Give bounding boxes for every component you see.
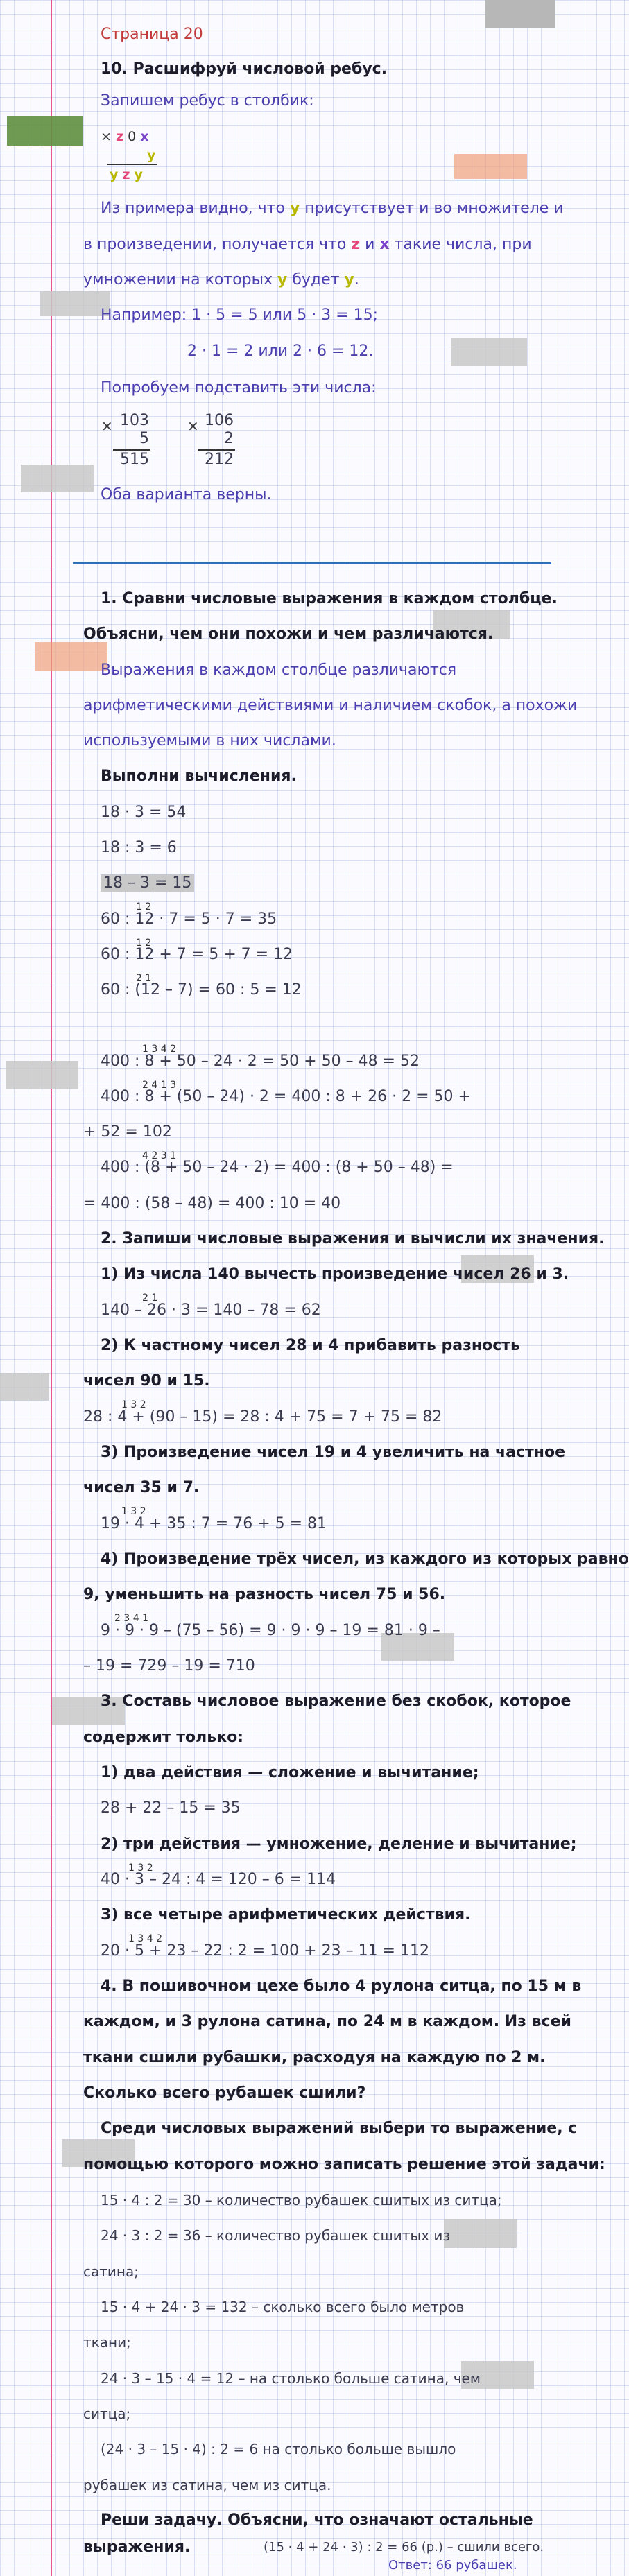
task4-expr-1: 15 · 4 : 2 = 30 – количество рубашек сшитых из ситца; <box>101 2192 502 2208</box>
task10-conclusion: Оба варианта верны. <box>101 486 272 503</box>
task4-expr-5b: рубашек из сатина, чем из ситца. <box>83 2477 331 2493</box>
example-line-2: 2 · 1 = 2 или 2 · 6 = 12. <box>187 343 374 360</box>
task2-p1-answer: 140 – 26 · 3 = 140 – 78 = 62 <box>101 1302 321 1319</box>
task1-title-1: 1. Сравни числовые выражения в каждом столбце. <box>101 590 558 607</box>
task1-answer-1: Выражения в каждом столбце различаются <box>101 662 457 679</box>
expr-8b: + 52 = 102 <box>83 1123 172 1141</box>
task3-a1: 28 + 22 – 15 = 35 <box>101 1799 241 1817</box>
expr-7: 400 : 8 + 50 – 24 · 2 = 50 + 50 – 48 = 52 <box>101 1053 420 1070</box>
calc1-result: 515 <box>120 451 149 468</box>
site-logo <box>485 0 555 28</box>
order-marks: 2 1 <box>142 1293 158 1304</box>
task10-title: 10. Расшифруй числовой ребус. <box>101 60 388 78</box>
task4-solution: (15 · 4 + 24 · 3) : 2 = 66 (р.) – сшили всего. <box>264 2540 544 2555</box>
task2-p3-line1: 3) Произведение чисел 19 и 4 увеличить на частное <box>101 1444 566 1461</box>
task2-p4-line1: 4) Произведение трёх чисел, из каждого из которых равно <box>101 1550 629 1568</box>
task2-p2-answer: 28 : 4 + (90 – 15) = 28 : 4 + 75 = 7 + 75 = 82 <box>83 1408 442 1426</box>
order-marks: 2 1 <box>136 973 152 984</box>
task3-q3: 3) все четыре арифметических действия. <box>101 1906 471 1924</box>
watermark-block <box>7 116 83 146</box>
calc2-b: 2 <box>224 430 234 447</box>
task3-a2: 40 · 3 – 24 : 4 = 120 – 6 = 114 <box>101 1871 336 1888</box>
watermark-block <box>444 2219 517 2248</box>
rebus-row-1: × z 0 x <box>101 129 149 144</box>
task2-p2-line1: 2) К частному чисел 28 и 4 прибавить разность <box>101 1337 520 1354</box>
task2-p2-line2: чисел 90 и 15. <box>83 1372 210 1390</box>
task2-p3-answer: 19 · 4 + 35 : 7 = 76 + 5 = 81 <box>101 1515 327 1532</box>
expr-2: 18 : 3 = 6 <box>101 839 177 856</box>
rebus-row-3: y z y <box>110 167 143 182</box>
order-marks: 1 3 2 <box>121 1399 146 1410</box>
times-sign: × <box>101 417 113 434</box>
task4-expr-4b: ситца; <box>83 2405 131 2422</box>
notebook-margin-line <box>51 0 52 2576</box>
example-line-1: Например: 1 · 5 = 5 или 5 · 3 = 15; <box>101 306 379 324</box>
expr-5: 60 : 12 + 7 = 5 + 7 = 12 <box>101 946 293 963</box>
task1-answer-2: арифметическими действиями и наличием скобок, а похожи <box>83 697 578 714</box>
task4-solve-1: Реши задачу. Объясни, что означают остальные <box>101 2512 533 2529</box>
rebus-row-2: y <box>147 148 156 163</box>
task4-solve-2: выражения. <box>83 2539 191 2556</box>
page-label: Страница 20 <box>101 26 203 43</box>
try-text: Попробуем подставить эти числа: <box>101 379 377 397</box>
task4-text-4: Сколько всего рубашек сшили? <box>83 2084 366 2102</box>
calc2-a: 106 <box>205 412 234 429</box>
watermark-block <box>0 1373 49 1401</box>
explanation-line-3: умножении на которых y будет y. <box>83 271 359 288</box>
task1-answer-3: используемыми в них числами. <box>83 732 336 750</box>
expr-8a: 400 : 8 + (50 – 24) · 2 = 400 : 8 + 26 · 2 = 50 + <box>101 1088 471 1105</box>
watermark-block <box>35 642 107 671</box>
expr-4: 60 : 12 · 7 = 5 · 7 = 35 <box>101 910 277 928</box>
task4-expr-5a: (24 · 3 – 15 · 4) : 2 = 6 на столько больше вышло <box>101 2441 456 2457</box>
task4-text-1: 4. В пошивочном цехе было 4 рулона ситца, по 15 м в <box>101 1978 582 1995</box>
expr-1: 18 · 3 = 54 <box>101 804 187 821</box>
expr-9b: = 400 : (58 – 48) = 400 : 10 = 40 <box>83 1195 341 1212</box>
task3-q1: 1) два действия — сложение и вычитание; <box>101 1764 479 1781</box>
task2-p4-line2: 9, уменьшить на разность чисел 75 и 56. <box>83 1586 446 1603</box>
watermark-block <box>451 338 527 366</box>
order-marks: 4 2 3 1 <box>142 1150 176 1161</box>
task2-title: 2. Запиши числовые выражения и вычисли их значения. <box>101 1230 605 1247</box>
task4-expr-4a: 24 · 3 – 15 · 4 = 12 – на столько больше сатина, чем <box>101 2370 481 2387</box>
task4-answer: Ответ: 66 рубашек. <box>388 2558 517 2573</box>
task10-hint: Запишем ребус в столбик: <box>101 92 314 110</box>
task3-title-1: 3. Составь числовое выражение без скобок, которое <box>101 1693 571 1710</box>
expr-3: 18 – 3 = 15 <box>101 874 194 893</box>
watermark-block <box>454 154 527 179</box>
times-sign: × <box>187 417 199 434</box>
expr-9a: 400 : (8 + 50 – 24 · 2) = 400 : (8 + 50 – 48) = <box>101 1159 454 1176</box>
calc1-b: 5 <box>139 430 149 447</box>
explanation-line-2: в произведении, получается что z и x такие числа, при <box>83 236 532 253</box>
task1-do: Выполни вычисления. <box>101 768 297 785</box>
explanation-line-1: Из примера видно, что y присутствует и во множителе и <box>101 200 564 217</box>
order-marks: 1 2 <box>136 901 152 913</box>
calc1-a: 103 <box>120 412 149 429</box>
calc2-result: 212 <box>205 451 234 468</box>
task4-expr-3b: ткани; <box>83 2334 131 2351</box>
order-marks: 2 4 1 3 <box>142 1080 176 1091</box>
task4-expr-2b: сатина; <box>83 2263 139 2280</box>
section-divider <box>73 562 551 564</box>
task3-q2: 2) три действия — умножение, деление и вычитание; <box>101 1835 577 1853</box>
watermark-block <box>40 291 110 316</box>
task2-p1: 1) Из числа 140 вычесть произведение чисел 26 и 3. <box>101 1265 569 1283</box>
task3-a3: 20 · 5 + 23 – 22 : 2 = 100 + 23 – 11 = 112 <box>101 1942 429 1960</box>
task2-p3-line2: чисел 35 и 7. <box>83 1479 200 1496</box>
task2-p4-answer-2: – 19 = 729 – 19 = 710 <box>83 1657 255 1675</box>
task4-choose-2: помощью которого можно записать решение этой задачи: <box>83 2156 605 2173</box>
expr-6: 60 : (12 – 7) = 60 : 5 = 12 <box>101 981 302 999</box>
task4-text-3: ткани сшили рубашки, расходуя на каждую по 2 м. <box>83 2049 546 2066</box>
task2-p4-answer-1: 9 · 9 · 9 – (75 – 56) = 9 · 9 · 9 – 19 = 81 · 9 – <box>101 1622 440 1639</box>
order-marks: 1 3 2 <box>121 1506 146 1517</box>
order-marks: 1 2 <box>136 937 152 949</box>
watermark-block <box>6 1061 78 1089</box>
task4-expr-3a: 15 · 4 + 24 · 3 = 132 – сколько всего было метров <box>101 2299 465 2315</box>
task3-title-2: содержит только: <box>83 1729 244 1746</box>
task4-text-2: каждом, и 3 рулона сатина, по 24 м в каждом. Из всей <box>83 2013 571 2030</box>
watermark-block <box>21 465 94 492</box>
task4-expr-2a: 24 · 3 : 2 = 36 – количество рубашек сшитых из <box>101 2227 451 2244</box>
task4-choose-1: Среди числовых выражений выбери то выражение, с <box>101 2120 578 2137</box>
task1-title-2: Объясни, чем они похожи и чем различаются. <box>83 625 494 643</box>
order-marks: 1 3 4 2 <box>142 1044 176 1055</box>
order-marks: 1 3 2 <box>128 1862 153 1874</box>
order-marks: 1 3 4 2 <box>128 1933 162 1944</box>
order-marks: 2 3 4 1 <box>114 1613 148 1624</box>
